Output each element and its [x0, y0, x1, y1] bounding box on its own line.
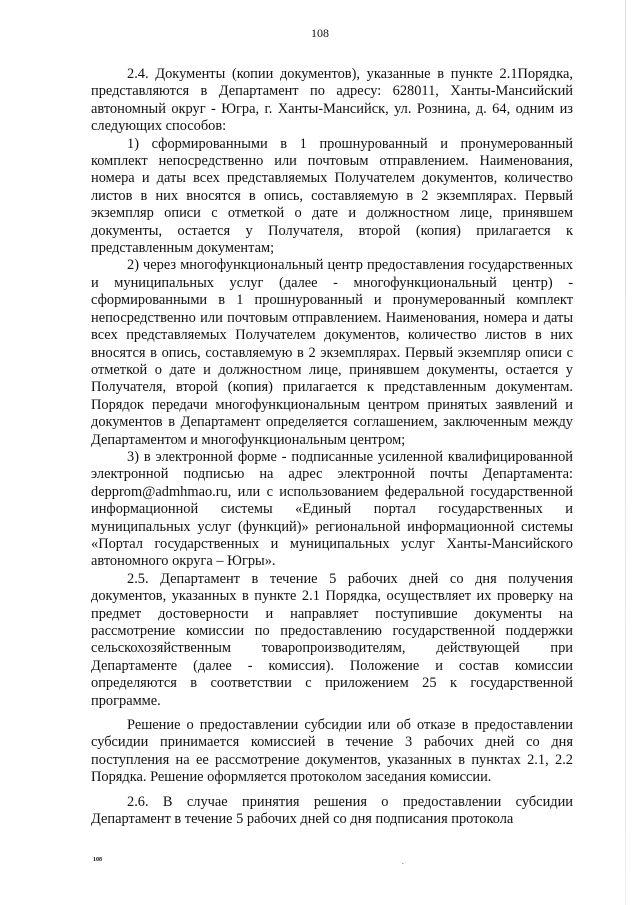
paragraph-2-6: 2.6. В случае принятия решения о предоставлении субсидии Департамент в течение 5 рабочих дней со дня подписания протокола [91, 793, 573, 828]
paragraph-method-1: 1) сформированными в 1 прошнурованный и пронумерованный комплект непосредственно или почтовым отправлением. Наименования, номера и даты всех представляемых Получателем документов, количество листов в них вносятся в опись, составляемую в 2 экземплярах. Первый экземпляр описи с отметкой о дате и должностном лице, принявшем документы, остается у Получателя, второй (копия) прилагается к представленным документам; [91, 135, 573, 257]
paragraph-method-3: 3) в электронной форме - подписанные усиленной квалифицированной электронной подписью на адрес электронной почты Департамента: depprom@admhmao.ru, или с использованием федеральной государственной информационной системы «Единый портал государственных и муниципальных услуг (функций)» региональной информационной системы «Портал государственных и муниципальных услуг Ханты-Мансийского автономного округа – Югры». [91, 448, 573, 570]
footer-page-mark: 108 [93, 857, 102, 863]
paragraph-decision: Решение о предоставлении субсидии или об отказе в предоставлении субсидии принимается комиссией в течение 3 рабочих дней со дня поступления на ее рассмотрение документов, указанных в пунктах 2.1, 2.2 Порядка. Решение оформляется протоколом заседания комиссии. [91, 717, 573, 786]
paragraph-2-5: 2.5. Департамент в течение 5 рабочих дней со дня получения документов, указанных в пункте 2.1 Порядка, осуществляет их проверку на предмет достоверности и направляет поступившие документы на рассмотрение комиссии по предоставлению государственной поддержки сельскохозяйственным товаропроизводителям, действующей при Департаменте (далее - комиссия). Положение и состав комиссии определяются в соответствии с приложением 25 к государственной программе. [91, 570, 573, 709]
page-edge [625, 0, 626, 905]
footer-dot: . [402, 858, 404, 866]
document-body [91, 66, 573, 828]
paragraph-method-2: 2) через многофункциональный центр предоставления государственных и муниципальных услуг (далее - многофункциональный центр) - сформированными в 1 прошнурованный и пронумерованный комплект непосредственно или почтовым отправлением. Наименования, номера и даты всех представляемых Получателем документов, количество листов в них вносятся в опись, составляемую в 2 экземплярах. Первый экземпляр описи с отметкой о дате и должностном лице, принявшем документы, остается у Получателя, второй (копия) прилагается к представленным документам. Порядок передачи многофункциональным центром принятых заявлений и документов в Департамент определяется соглашением, заключенным между Департаментом и многофункциональным центром; [91, 257, 573, 448]
paragraph-2-4: 2.4. Документы (копии документов), указанные в пункте 2.1Порядка, представляются в Департамент по адресу: 628011, Ханты-Мансийский автономный округ - Югра, г. Ханты-Мансийск, ул. Рознина, д. 64, одним из следующих способов: [91, 66, 573, 135]
page-number: 108 [311, 26, 329, 40]
